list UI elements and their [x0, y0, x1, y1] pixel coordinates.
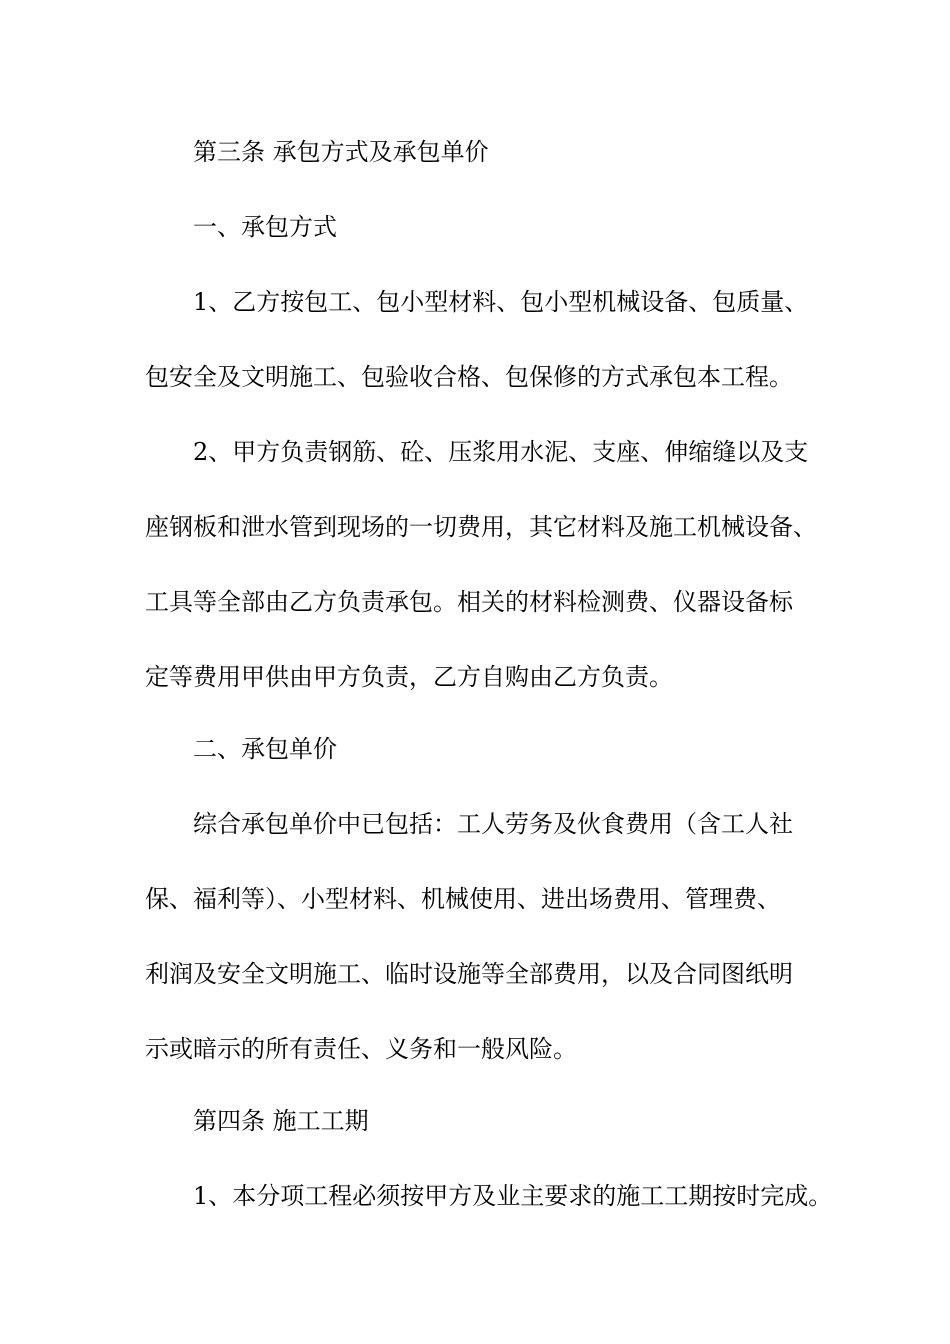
- paragraph-line: 示或暗示的所有责任、义务和一般风险。: [145, 1035, 577, 1063]
- paragraph-line: 2、甲方负责钢筋、砼、压浆用水泥、支座、伸缩缝以及支: [193, 438, 809, 466]
- paragraph-line: 1、本分项工程必须按甲方及业主要求的施工工期按时完成。: [193, 1182, 833, 1210]
- section-2-heading: 二、承包单价: [193, 735, 337, 763]
- paragraph-line: 1、乙方按包工、包小型材料、包小型机械设备、包质量、: [193, 288, 809, 316]
- paragraph-line: 利润及安全文明施工、临时设施等全部费用，以及合同图纸明: [145, 960, 793, 988]
- section-1-heading: 一、承包方式: [193, 213, 337, 241]
- paragraph-line: 包安全及文明施工、包验收合格、包保修的方式承包本工程。: [145, 363, 793, 391]
- paragraph-line: 综合承包单价中已包括：工人劳务及伙食费用（含工人社: [193, 810, 793, 838]
- article-3-heading: 第三条 承包方式及承包单价: [193, 138, 489, 166]
- article-4-heading: 第四条 施工工期: [193, 1107, 369, 1135]
- paragraph-line: 工具等全部由乙方负责承包。相关的材料检测费、仪器设备标: [145, 588, 793, 616]
- paragraph-line: 定等费用甲供由甲方负责，乙方自购由乙方负责。: [145, 663, 673, 691]
- paragraph-line: 保、福利等）、小型材料、机械使用、进出场费用、管理费、: [145, 885, 781, 913]
- paragraph-line: 座钢板和泄水管到现场的一切费用，其它材料及施工机械设备、: [145, 513, 817, 541]
